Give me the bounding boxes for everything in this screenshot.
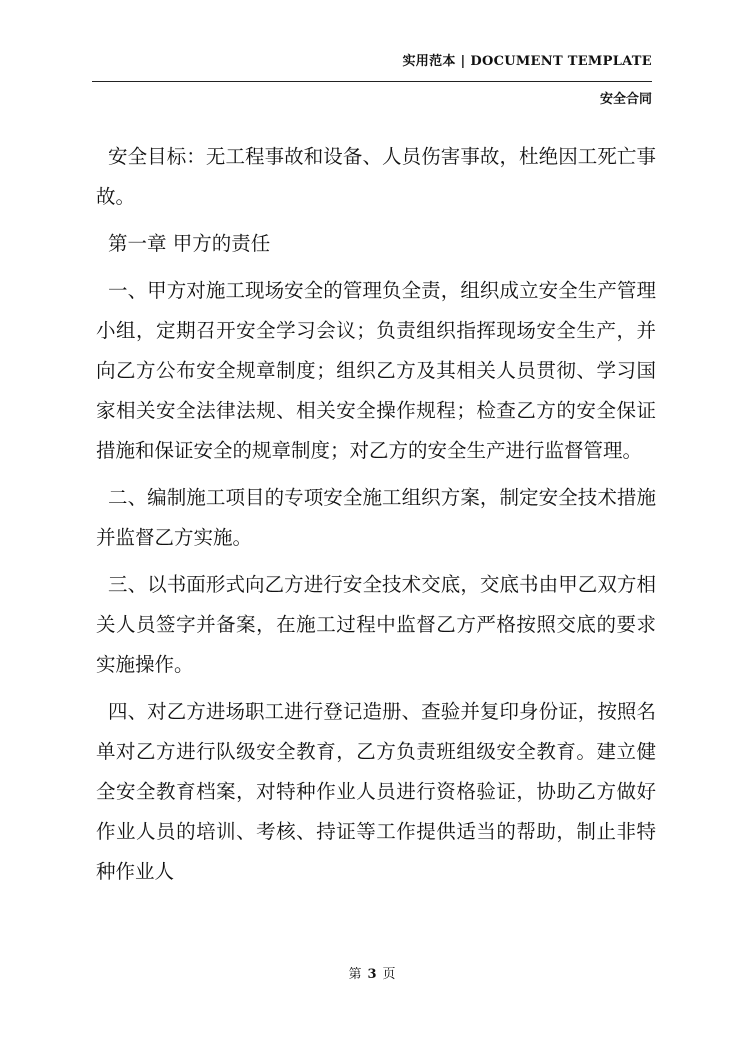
page-number: 3 (367, 967, 377, 982)
page-label-prefix: 第 (348, 967, 362, 982)
paragraph-clause-3: 三、以书面形式向乙方进行安全技术交底，交底书由甲乙双方相关人员签字并备案，在施工过程中监督乙方严格按照交底的要求实施操作。 (96, 573, 656, 676)
chapter-heading: 第一章 甲方的责任 (108, 232, 271, 255)
document-title: 安全合同 (599, 92, 652, 107)
paragraph-clause-2: 二、编制施工项目的专项安全施工组织方案，制定安全技术措施并监督乙方实施。 (96, 486, 656, 549)
header-divider (92, 81, 652, 82)
paragraph-safety-goal: 安全目标：无工程事故和设备、人员伤害事故，杜绝因工死亡事故。 (96, 145, 656, 208)
document-body (96, 137, 656, 899)
paragraph-clause-4: 四、对乙方进场职工进行登记造册、查验并复印身份证，按照名单对乙方进行队级安全教育，乙方负责班组级安全教育。建立健全安全教育档案，对特种作业人员进行资格验证，协助乙方做好作业人员的培训、考核、持证等工作提供适当的帮助，制止非特种作业人 (96, 700, 656, 883)
header-brand: 实用范本 | DOCUMENT TEMPLATE (402, 54, 652, 69)
page-footer (0, 963, 744, 982)
page-label-suffix: 页 (382, 967, 396, 982)
paragraph-clause-1: 一、甲方对施工现场安全的管理负全责，组织成立安全生产管理小组，定期召开安全学习会议；负责组织指挥现场安全生产，并向乙方公布安全规章制度；组织乙方及其相关人员贯彻、学习国家相关安全法律法规、相关安全操作规程；检查乙方的安全保证措施和保证安全的规章制度；对乙方的安全生产进行监督管理。 (96, 279, 656, 462)
